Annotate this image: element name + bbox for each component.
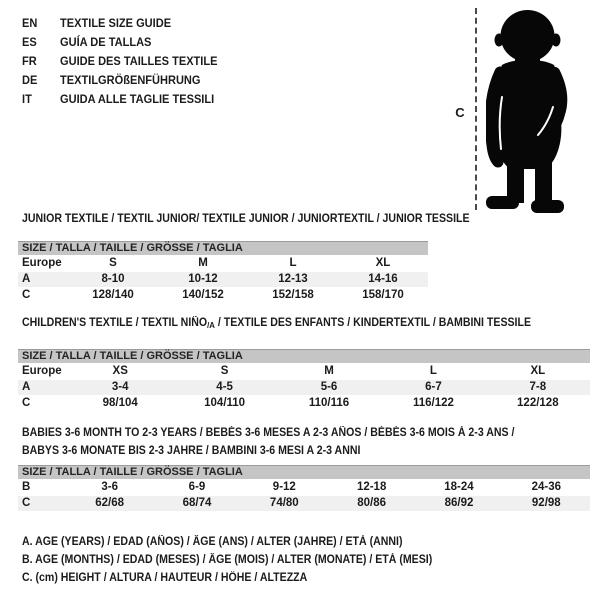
table-row <box>18 287 428 304</box>
size-cell: XL <box>530 365 546 377</box>
size-cell: 122/128 <box>517 397 559 409</box>
notes-list <box>22 533 468 587</box>
table-row <box>18 363 590 380</box>
language-title: TEXTILGRÖßENFÜHRUNG <box>60 73 201 87</box>
size-cell: M <box>198 257 208 269</box>
table-row <box>18 272 428 287</box>
toddler-silhouette-icon <box>486 9 576 214</box>
height-measure-line <box>475 8 477 210</box>
table-row <box>18 255 428 272</box>
table-title-text: /A <box>207 320 215 330</box>
size-cell: 8-10 <box>101 273 125 285</box>
size-cell: 158/170 <box>362 289 404 301</box>
size-cell: S <box>109 257 117 269</box>
note-line: B. AGE (MONTHS) / EDAD (MESES) / ÂGE (MOIS) / ALTER (MONATE) / ETÀ (MESI) <box>22 554 433 566</box>
table-title <box>18 316 590 333</box>
size-cell: 5-6 <box>320 381 338 393</box>
toddler-figure <box>0 0 600 225</box>
size-cell: 12-13 <box>278 273 308 285</box>
size-cell: 128/140 <box>92 289 134 301</box>
size-cell: 86/92 <box>444 497 474 509</box>
table-row <box>18 479 590 496</box>
table-title-line <box>22 212 470 227</box>
table-title-line <box>22 442 545 460</box>
junior-size-table <box>18 212 470 304</box>
size-cell: 14-16 <box>368 273 398 285</box>
size-cell: XL <box>375 257 391 269</box>
table-title <box>18 212 470 227</box>
height-measure-label: C <box>455 105 465 120</box>
size-band: SIZE / TALLA / TAILLE / GRÖSSE / TAGLIA <box>18 465 590 479</box>
note-line: A. AGE (YEARS) / EDAD (AÑOS) / ÂGE (ANS) / ALTER (JAHRE) / ETÀ (ANNI) <box>22 536 403 548</box>
row-label: C <box>22 497 31 509</box>
language-title: TEXTILE SIZE GUIDE <box>60 16 172 30</box>
row-label: Europe <box>22 257 62 269</box>
size-cell: 3-6 <box>101 481 118 493</box>
size-cell: 104/110 <box>204 397 246 409</box>
language-title: GUÍA DE TALLAS <box>60 35 152 49</box>
size-cell: 92/98 <box>531 497 561 509</box>
size-cell: M <box>324 365 334 377</box>
row-label: B <box>22 481 31 493</box>
row-label: A <box>22 381 31 393</box>
size-cell: 98/104 <box>102 397 138 409</box>
size-cell: 68/74 <box>182 497 212 509</box>
size-cell: L <box>289 257 297 269</box>
language-code: DE <box>22 73 38 87</box>
size-cell: 12-18 <box>356 481 387 493</box>
children-size-table <box>18 316 590 412</box>
size-cell: 6-7 <box>425 381 442 393</box>
size-cell: 3-4 <box>111 381 129 393</box>
table-title-text: JUNIOR TEXTILE / TEXTIL JUNIOR/ TEXTILE JUNIOR / JUNIORTEXTIL / JUNIOR TESSILE <box>22 213 470 225</box>
table-row <box>18 395 590 412</box>
babies-size-table <box>18 424 590 511</box>
row-label: Europe <box>22 365 62 377</box>
size-cell: 6-9 <box>188 481 206 493</box>
size-band: SIZE / TALLA / TAILLE / GRÖSSE / TAGLIA <box>18 349 590 363</box>
table-row <box>18 380 590 395</box>
table-title-line <box>22 424 545 442</box>
size-cell: 10-12 <box>188 273 218 285</box>
size-cell: 18-24 <box>444 481 474 493</box>
table-row <box>18 496 590 511</box>
size-cell: L <box>429 365 437 377</box>
language-code: EN <box>22 16 38 30</box>
table-title-line <box>22 316 545 333</box>
table-title <box>18 424 590 460</box>
table-title-text: / TEXTILE DES ENFANTS / KINDERTEXTIL / BAMBINI TESSILE <box>214 317 532 329</box>
row-label: A <box>22 273 31 285</box>
size-cell: 24-36 <box>531 481 562 493</box>
size-band: SIZE / TALLA / TAILLE / GRÖSSE / TAGLIA <box>18 241 428 255</box>
size-cell: XS <box>112 365 128 377</box>
language-code: ES <box>22 35 37 49</box>
language-title: GUIDE DES TAILLES TEXTILE <box>60 54 218 68</box>
language-code: IT <box>22 92 32 106</box>
note-line: C. (cm) HEIGHT / ALTURA / HAUTEUR / HÖHE / ALTEZZA <box>22 572 308 584</box>
language-title: GUIDA ALLE TAGLIE TESSILI <box>60 92 215 106</box>
size-cell: 62/68 <box>95 497 125 509</box>
row-label: C <box>22 289 31 301</box>
size-cell: 110/116 <box>308 397 350 409</box>
row-label: C <box>22 397 31 409</box>
size-cell: 116/122 <box>412 397 454 409</box>
size-cell: 9-12 <box>272 481 296 493</box>
size-cell: 80/86 <box>357 497 387 509</box>
size-cell: S <box>220 365 229 377</box>
size-cell: 74/80 <box>269 497 299 509</box>
table-title-text: CHILDREN'S TEXTILE / TEXTIL NIÑO <box>22 317 208 329</box>
size-cell: 7-8 <box>529 381 547 393</box>
size-cell: 140/152 <box>182 289 224 301</box>
table-title-text: BABIES 3-6 MONTH TO 2-3 YEARS / BEBÉS 3-6 MESES A 2-3 AÑOS / BÉBÉS 3-6 MOIS À 2-3 ANS / <box>22 427 515 439</box>
table-title-text: BABYS 3-6 MONATE BIS 2-3 JAHRE / BAMBINI 3-6 MESI A 2-3 ANNI <box>22 445 361 457</box>
size-cell: 4-5 <box>216 381 233 393</box>
size-cell: 152/158 <box>272 289 314 301</box>
language-code: FR <box>22 54 37 68</box>
